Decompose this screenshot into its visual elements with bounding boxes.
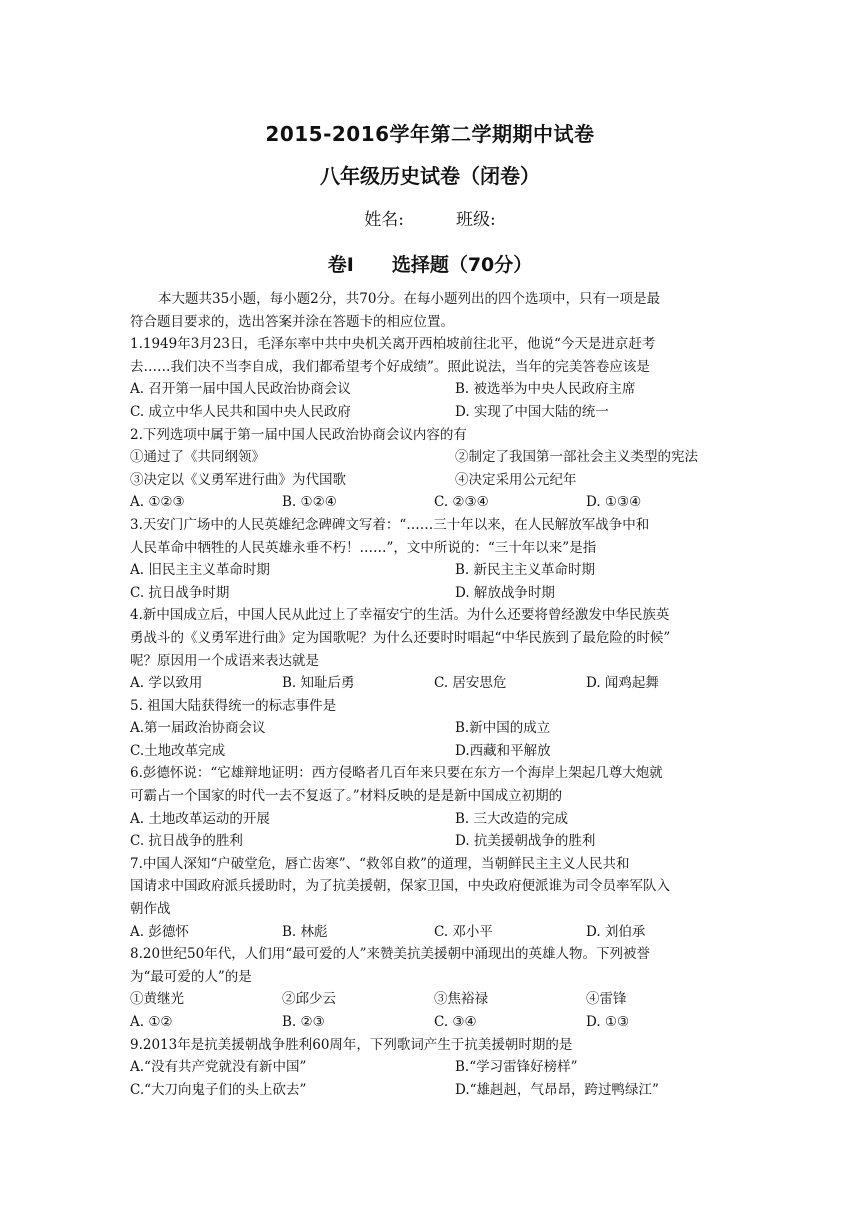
option-a: A. 召开第一届中国人民政治协商会议	[130, 381, 351, 398]
question-stem: 6.彭德怀说：“它雄辩地证明：西方侵略者几百年来只要在东方一个海岸上架起几尊大炮就	[130, 765, 663, 782]
option-a: A. ①②③	[130, 494, 185, 511]
question-stem: 可霸占一个国家的时代一去不复返了。”材料反映的是是新中国成立初期的	[130, 788, 563, 805]
exam-title: 2015-2016学年第二学期期中试卷	[265, 122, 595, 146]
option-c: C. ②③④	[434, 494, 489, 511]
question-4	[130, 604, 740, 694]
question-1	[130, 333, 740, 423]
question-stem: 9.2013年是抗美援朝战争胜利60周年，下列歌词产生于抗美援朝时期的是	[130, 1036, 573, 1053]
option-b: B. 三大改造的完成	[455, 810, 569, 827]
question-stem: 勇战斗的《义勇军进行曲》定为国歌呢？为什么还要时时唱起“中华民族到了最危险的时候”	[130, 629, 671, 646]
instructions-line: 符合题目要求的，选出答案并涂在答题卡的相应位置。	[130, 313, 454, 330]
class-label: 班级:	[456, 210, 496, 230]
option-c: C. 邓小平	[434, 923, 493, 940]
option-a: A. 土地改革运动的开展	[130, 810, 270, 827]
statement-1: ①黄继光	[130, 991, 184, 1008]
instructions-line: 本大题共35小题，每小题2分，共70分。在每小题列出的四个选项中，只有一项是最	[158, 291, 660, 307]
question-stem: 4.新中国成立后，中国人民从此过上了幸福安宁的生活。为什么还要将曾经激发中华民族英	[130, 607, 670, 624]
option-c: C.土地改革完成	[130, 742, 226, 759]
option-c: C. 居安思危	[434, 675, 507, 692]
option-a: A.“没有共产党就没有新中国”	[130, 1059, 307, 1076]
section-title	[0, 250, 860, 277]
exam-body	[130, 288, 740, 1101]
student-info-line	[0, 205, 860, 230]
question-5	[130, 695, 740, 763]
question-stem: 国请求中国政府派兵援助时，为了抗美援朝，保家卫国，中央政府便派谁为司令员率军队入	[130, 878, 670, 895]
statement-3: ③焦裕禄	[434, 991, 488, 1008]
statement-4: ④决定采用公元纪年	[455, 471, 577, 488]
option-d: D. 闻鸡起舞	[586, 675, 659, 692]
option-d: D.西藏和平解放	[455, 742, 551, 759]
option-d: D. 刘伯承	[586, 923, 646, 940]
exam-subtitle: 八年级历史试卷（闭卷）	[320, 164, 540, 188]
question-stem: 7.中国人深知“户破堂危，唇亡齿寒”、“救邻自救”的道理，当朝鲜民主主义人民共和	[130, 855, 630, 872]
question-stem: 朝作战	[130, 901, 171, 918]
option-a: A. 彭德怀	[130, 923, 189, 940]
question-stem: 呢？原因用一个成语来表达就是	[130, 652, 319, 669]
question-stem: 为“最可爱的人”的是	[130, 968, 252, 985]
option-d: D.“雄赳赳，气昂昂，跨过鸭绿江”	[455, 1081, 659, 1098]
question-stem: 人民革命中牺牲的人民英雄永垂不朽！……”，文中所说的：“三十年以来”是指	[130, 539, 597, 556]
statement-3: ③决定以《义勇军进行曲》为代国歌	[130, 471, 346, 488]
option-b: B. ①②④	[282, 494, 337, 511]
name-label: 姓名:	[364, 210, 404, 230]
option-c: C. 抗日战争的胜利	[130, 833, 243, 850]
option-d: D. 抗美援朝战争的胜利	[455, 833, 596, 850]
question-stem: 2.下列选项中属于第一届中国人民政治协商会议内容的有	[130, 426, 467, 443]
option-a: A.第一届政治协商会议	[130, 720, 266, 737]
question-stem: 5. 祖国大陆获得统一的标志事件是	[130, 697, 337, 714]
option-b: B. 被选举为中央人民政府主席	[455, 381, 636, 398]
option-a: A. 旧民主主义革命时期	[130, 562, 270, 579]
option-c: C.“大刀向鬼子们的头上砍去”	[130, 1081, 307, 1098]
option-d: D. ①③	[586, 1014, 630, 1030]
option-b: B. 林彪	[282, 923, 328, 940]
option-d: D. 解放战争时期	[455, 584, 555, 601]
section-label: 卷Ⅰ	[327, 254, 354, 276]
question-stem: 1.1949年3月23日，毛泽东率中共中央机关离开西柏坡前往北平，他说“今天是进京赶考	[130, 336, 656, 353]
question-stem: 8.20世纪50年代，人们用“最可爱的人”来赞美抗美援朝中涌现出的英雄人物。下列被誉	[130, 946, 651, 963]
question-9	[130, 1034, 740, 1102]
question-8	[130, 943, 740, 1033]
statement-4: ④雷锋	[586, 991, 627, 1008]
option-d: D. ①③④	[586, 494, 642, 511]
option-b: B.新中国的成立	[455, 720, 551, 737]
question-stem: 去……我们决不当李自成，我们都希望考个好成绩”。照此说法，当年的完美答卷应该是	[130, 358, 650, 375]
statement-1: ①通过了《共同纲领》	[130, 449, 265, 466]
question-6	[130, 762, 740, 852]
option-b: B. ②③	[282, 1014, 325, 1030]
option-d: D. 实现了中国大陆的统一	[455, 403, 609, 420]
question-2	[130, 424, 740, 514]
option-c: C. 抗日战争时期	[130, 584, 230, 601]
option-b: B. 知耻后勇	[282, 675, 355, 692]
question-stem: 3.天安门广场中的人民英雄纪念碑碑文写着：“……三十年以来，在人民解放军战争中和	[130, 516, 650, 533]
option-a: A. 学以致用	[130, 675, 203, 692]
statement-2: ②邱少云	[282, 991, 336, 1008]
option-c: C. 成立中华人民共和国中央人民政府	[130, 403, 351, 420]
question-7	[130, 853, 740, 943]
option-c: C. ③④	[434, 1014, 477, 1030]
question-3	[130, 514, 740, 604]
section-subtitle: 选择题（70分）	[391, 254, 533, 276]
statement-2: ②制定了我国第一部社会主义类型的宪法	[455, 449, 698, 466]
option-b: B.“学习雷锋好榜样”	[455, 1059, 578, 1076]
option-a: A. ①②	[130, 1014, 173, 1030]
option-b: B. 新民主主义革命时期	[455, 562, 596, 579]
